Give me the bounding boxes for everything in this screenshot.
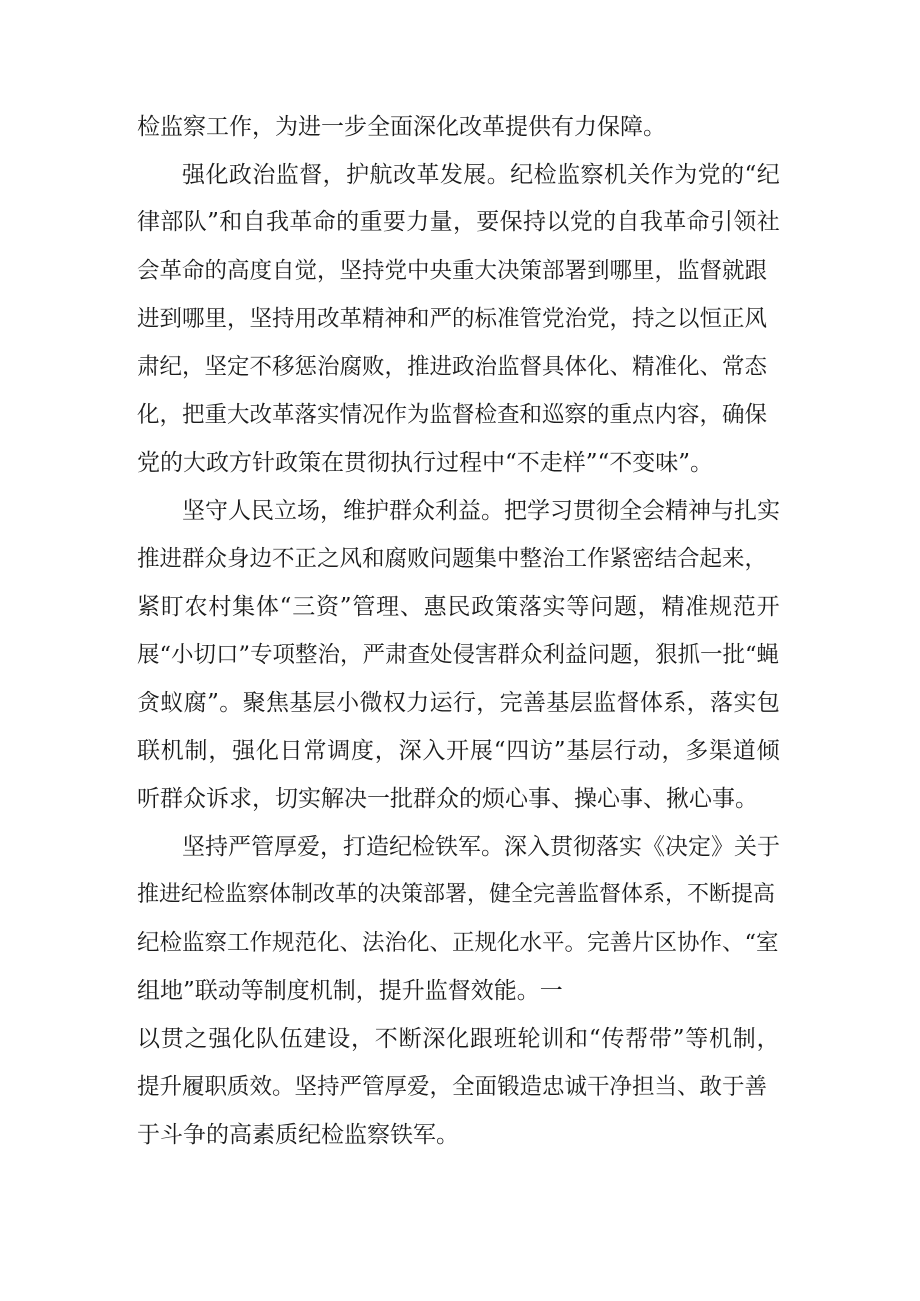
text-line: 展“小切口”专项整治，严肃查处侵害群众利益问题，狠抓一批“蝇 — [137, 642, 780, 668]
text-line: 纪检监察工作规范化、法治化、正规化水平。完善片区协作、“室 — [137, 930, 779, 956]
paragraph-first-line: 坚持严管厚爱，打造纪检铁军。深入贯彻落实《决定》关于 — [182, 834, 780, 860]
text-line: 以贯之强化队伍建设，不断深化跟班轮训和“传帮带”等机制， — [137, 1026, 781, 1052]
text-line: 组地”联动等制度机制，提升监督效能。一 — [137, 978, 563, 1004]
text-line: 肃纪，坚定不移惩治腐败，推进政治监督具体化、精准化、常态 — [137, 354, 768, 380]
text-line: 化，把重大改革落实情况作为监督检查和巡察的重点内容，确保 — [137, 402, 768, 428]
text-line: 检监察工作，为进一步全面深化改革提供有力保障。 — [137, 114, 666, 140]
text-line: 紧盯农村集体“三资”管理、惠民政策落实等问题，精准规范开 — [137, 594, 781, 620]
text-line: 党的大政方针政策在贯彻执行过程中“不走样”“不变味”。 — [137, 450, 714, 476]
text-line: 推进纪检监察体制改革的决策部署，健全完善监督体系，不断提高 — [137, 882, 776, 907]
paragraph-first-line: 坚守人民立场，维护群众利益。把学习贯彻全会精神与扎实 — [182, 498, 780, 524]
text-line: 联机制，强化日常调度，深入开展“四访”基层行动，多渠道倾 — [137, 738, 781, 764]
text-line: 律部队”和自我革命的重要力量，要保持以党的自我革命引领社 — [137, 209, 781, 235]
text-line: 贪蚁腐”。聚焦基层小微权力运行，完善基层监督体系，落实包 — [137, 690, 781, 716]
text-line: 推进群众身边不正之风和腐败问题集中整治工作紧密结合起来， — [137, 546, 768, 572]
text-line: 于斗争的高素质纪检监察铁军。 — [137, 1122, 459, 1148]
text-line: 听群众诉求，切实解决一批群众的烦心事、操心事、揪心事。 — [137, 786, 758, 812]
text-line: 提升履职质效。坚持严管厚爱，全面锻造忠诚干净担当、敢于善 — [137, 1074, 768, 1100]
text-line: 进到哪里，坚持用改革精神和严的标准管党治党，持之以恒正风 — [137, 306, 768, 332]
paragraph-first-line: 强化政治监督，护航改革发展。纪检监察机关作为党的“纪 — [182, 162, 781, 188]
text-line: 会革命的高度自觉，坚持党中央重大决策部署到哪里，监督就跟 — [137, 258, 768, 284]
